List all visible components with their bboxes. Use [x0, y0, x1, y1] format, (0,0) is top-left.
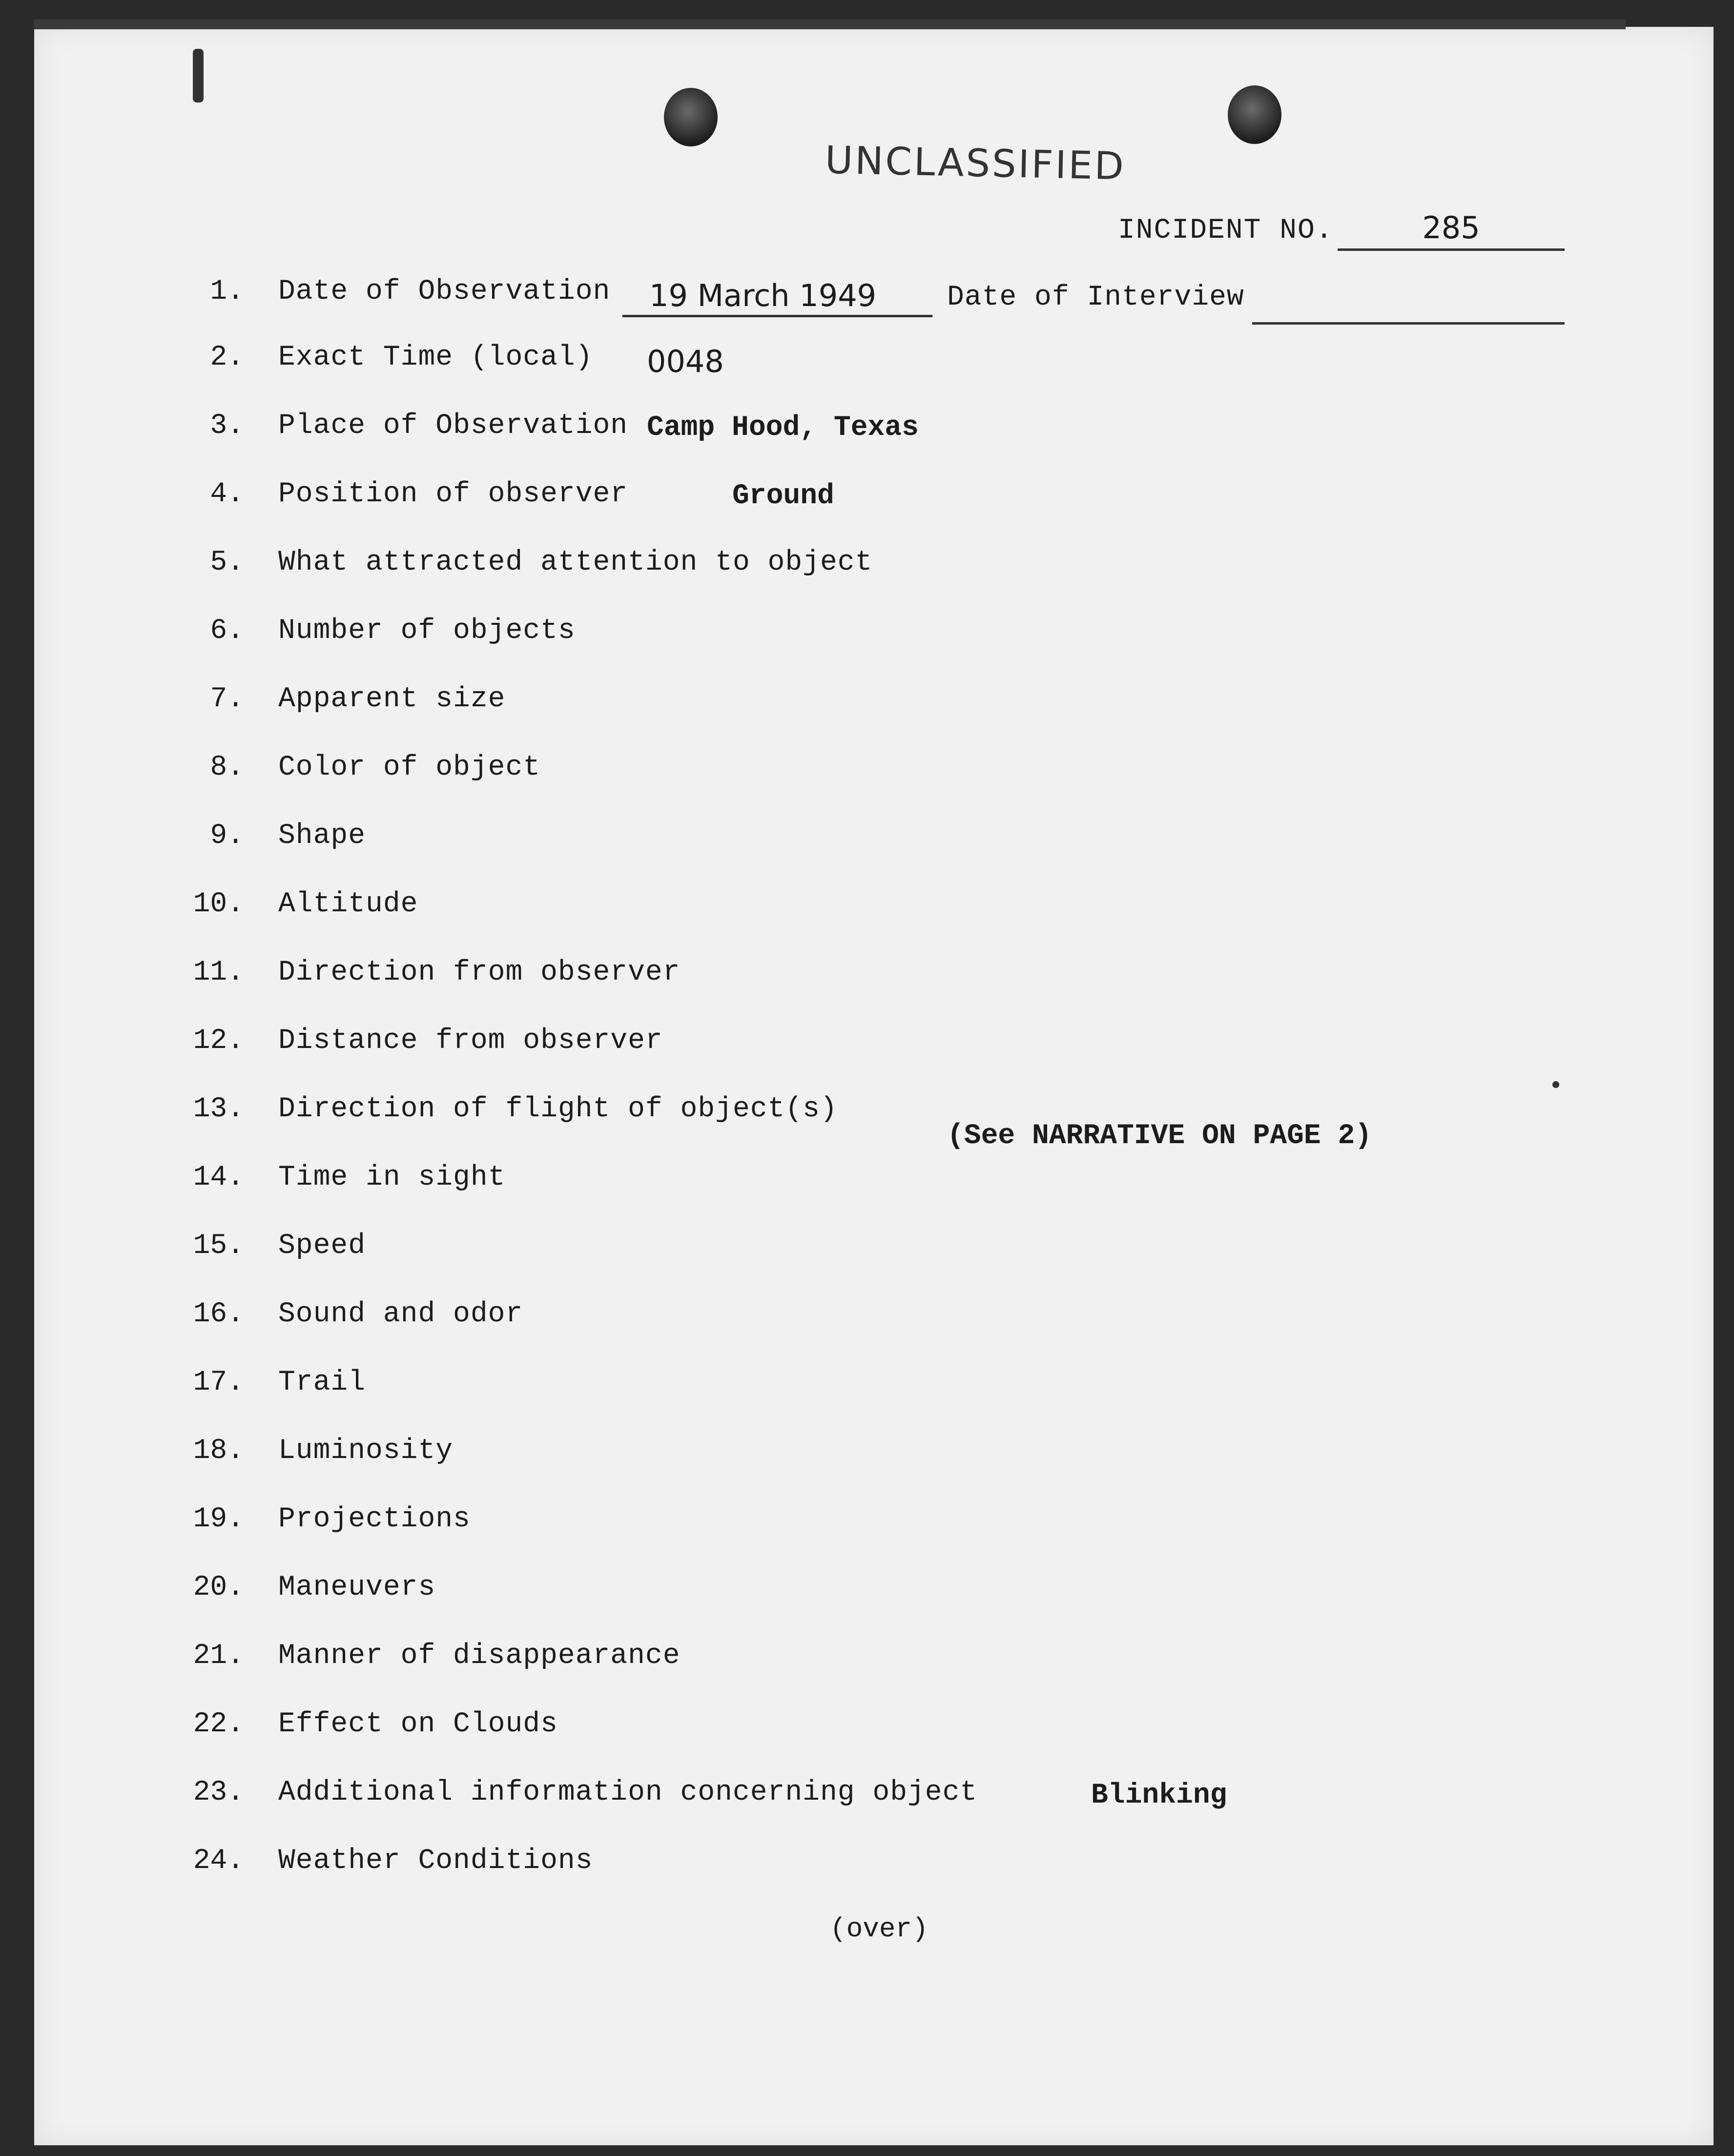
item-label: Projections — [278, 1503, 471, 1535]
item-label: Place of Observation — [278, 410, 628, 442]
item-label: Trail — [278, 1367, 366, 1398]
item-label: Altitude — [278, 888, 418, 920]
item-label: Shape — [278, 820, 366, 852]
ink-mark — [193, 49, 204, 103]
item-value: Camp Hood, Texas — [647, 412, 919, 444]
item-number: 5. — [210, 547, 244, 578]
item-label: Additional information concerning object — [278, 1777, 978, 1808]
punch-hole — [1228, 85, 1281, 144]
item-label: Exact Time (local) — [278, 342, 593, 373]
item-number: 13. — [193, 1093, 244, 1125]
ink-speck — [1552, 1081, 1559, 1088]
item-number: 22. — [193, 1708, 244, 1740]
classification-stamp: UNCLASSIFIED — [825, 138, 1126, 189]
item-number: 2. — [210, 342, 244, 373]
narrative-note: (See NARRATIVE ON PAGE 2) — [947, 1120, 1372, 1152]
item-label: Distance from observer — [278, 1025, 663, 1057]
item-label: Number of objects — [278, 615, 576, 647]
item-label: Direction from observer — [278, 957, 681, 988]
item-number: 19. — [193, 1503, 244, 1535]
item-number: 17. — [193, 1367, 244, 1398]
item-label: Position of observer — [278, 478, 628, 510]
item-number: 6. — [210, 615, 244, 647]
interview-label: Date of Interview — [947, 282, 1244, 313]
item-number: 24. — [193, 1845, 244, 1877]
item-value: 19 March 1949 — [649, 278, 877, 313]
item-number: 15. — [193, 1230, 244, 1262]
item-value: Ground — [732, 480, 834, 512]
item-label: Weather Conditions — [278, 1845, 593, 1877]
item-label: Sound and odor — [278, 1298, 523, 1330]
item-number: 1. — [210, 276, 244, 308]
item-value: 0048 — [647, 344, 724, 379]
item-number: 16. — [193, 1298, 244, 1330]
item-label: What attracted attention to object — [278, 547, 873, 578]
item-number: 21. — [193, 1640, 244, 1672]
item-label: Luminosity — [278, 1435, 454, 1467]
item-number: 11. — [193, 957, 244, 988]
item-label: Date of Observation — [278, 276, 611, 308]
item-label: Effect on Clouds — [278, 1708, 558, 1740]
item-number: 7. — [210, 683, 244, 715]
item-label: Direction of flight of object(s) — [278, 1093, 838, 1125]
item-label: Maneuvers — [278, 1572, 436, 1603]
punch-hole — [664, 88, 718, 146]
incident-label: INCIDENT NO. — [1118, 215, 1334, 246]
item-label: Apparent size — [278, 683, 506, 715]
item-number: 12. — [193, 1025, 244, 1057]
item-number: 18. — [193, 1435, 244, 1467]
item-value: Blinking — [1091, 1780, 1227, 1811]
item-number: 4. — [210, 478, 244, 510]
item-number: 20. — [193, 1572, 244, 1603]
scan-edge — [34, 20, 1626, 29]
item-label: Time in sight — [278, 1162, 506, 1193]
item-number: 3. — [210, 410, 244, 442]
item-label: Color of object — [278, 752, 541, 783]
item-number: 9. — [210, 820, 244, 852]
item-number: 14. — [193, 1162, 244, 1193]
incident-number: 285 — [1338, 210, 1565, 251]
item-label: Manner of disappearance — [278, 1640, 681, 1672]
item-number: 8. — [210, 752, 244, 783]
item-number: 10. — [193, 888, 244, 920]
item-label: Speed — [278, 1230, 366, 1262]
page-footer: (over) — [830, 1913, 929, 1945]
item-number: 23. — [193, 1777, 244, 1808]
